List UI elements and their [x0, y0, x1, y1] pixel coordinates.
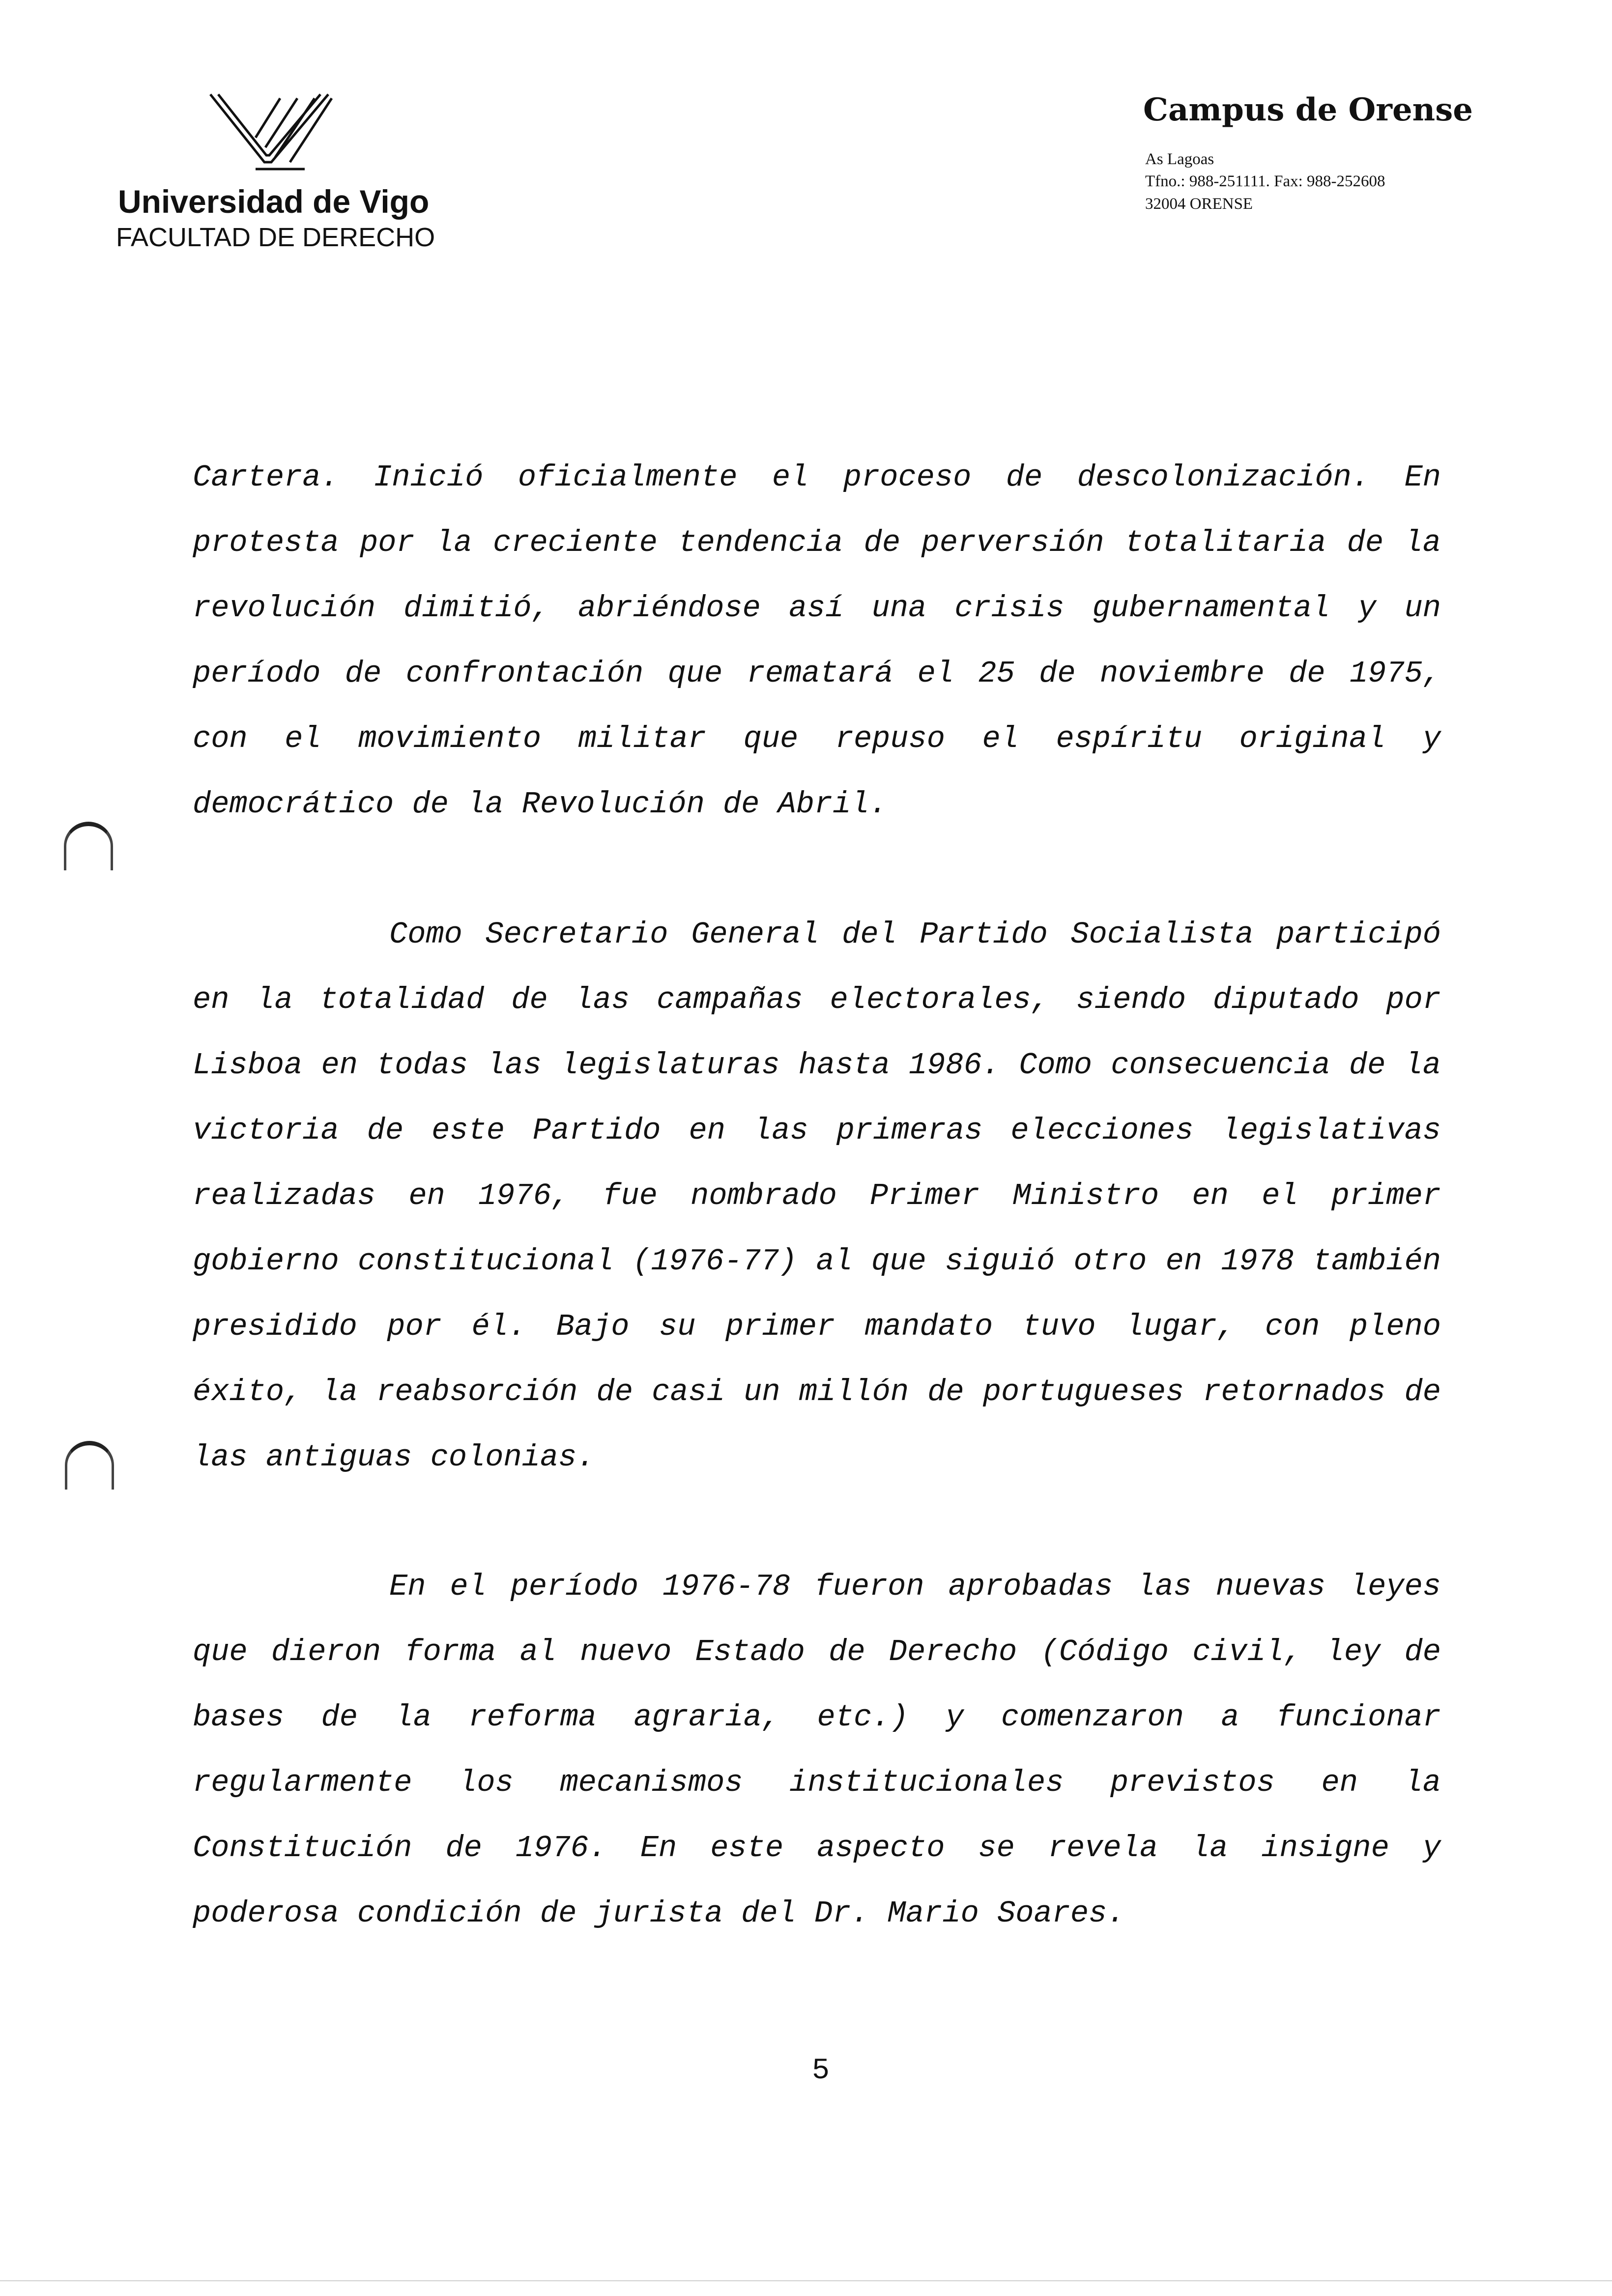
body-paragraph-3: [193, 1554, 1441, 1946]
binder-hole-mark: [65, 1441, 114, 1490]
page-bottom-edge: [0, 2280, 1612, 2281]
paragraph-3-text: En el período 1976-78 fueron aprobadas las nuevas leyes que dieron forma al nuevo Estado de Derecho (Código civil, ley de bases de la reforma agraria, etc.) y comenzaron a funcionar regularmente los mecanismos institucionales previstos en la Constitución de 1976. En este aspecto se revela la insigne y poderosa condición de jurista del Dr. Mario Soares.: [193, 1569, 1441, 1931]
campus-title: Campus de Orense: [1143, 91, 1473, 128]
paragraph-2-text: Como Secretario General del Partido Socialista participó en la totalidad de las campañas electorales, siendo diputado por Lisboa en todas las legislaturas hasta 1986. Como consecuencia de la victoria de este Partido en las primeras elecciones legislativas realizadas en 1976, fue nombrado Primer Ministro en el primer gobierno constitucional (1976-77) al que siguió otro en 1978 también presidido por él. Bajo su primer mandato tuvo lugar, con pleno éxito, la reabsorción de casi un millón de portugueses retornados de las antiguas colonias.: [193, 917, 1441, 1475]
paragraph-1-text: Cartera. Inició oficialmente el proceso de descolonización. En protesta por la creciente tendencia de perversión totalitaria de la revolución dimitió, abriéndose así una crisis gubernamental y un período de confrontación que rematará el 25 de noviembre de 1975, con el movimiento militar que repuso el espíritu original y democrático de la Revolución de Abril.: [193, 460, 1441, 822]
binder-hole-mark: [64, 822, 113, 870]
address-phone-fax: Tfno.: 988-251111. Fax: 988-252608: [1145, 172, 1385, 190]
address-line-1: As Lagoas: [1145, 150, 1214, 168]
university-name: Universidad de Vigo: [118, 183, 430, 220]
page-number: 5: [811, 2054, 830, 2088]
body-paragraph-1: [193, 445, 1441, 837]
faculty-name: FACULTAD DE DERECHO: [116, 223, 435, 252]
address-postal: 32004 ORENSE: [1145, 195, 1253, 213]
universidad-de-vigo-logo-icon: [206, 88, 339, 182]
body-paragraph-2: [193, 902, 1441, 1490]
